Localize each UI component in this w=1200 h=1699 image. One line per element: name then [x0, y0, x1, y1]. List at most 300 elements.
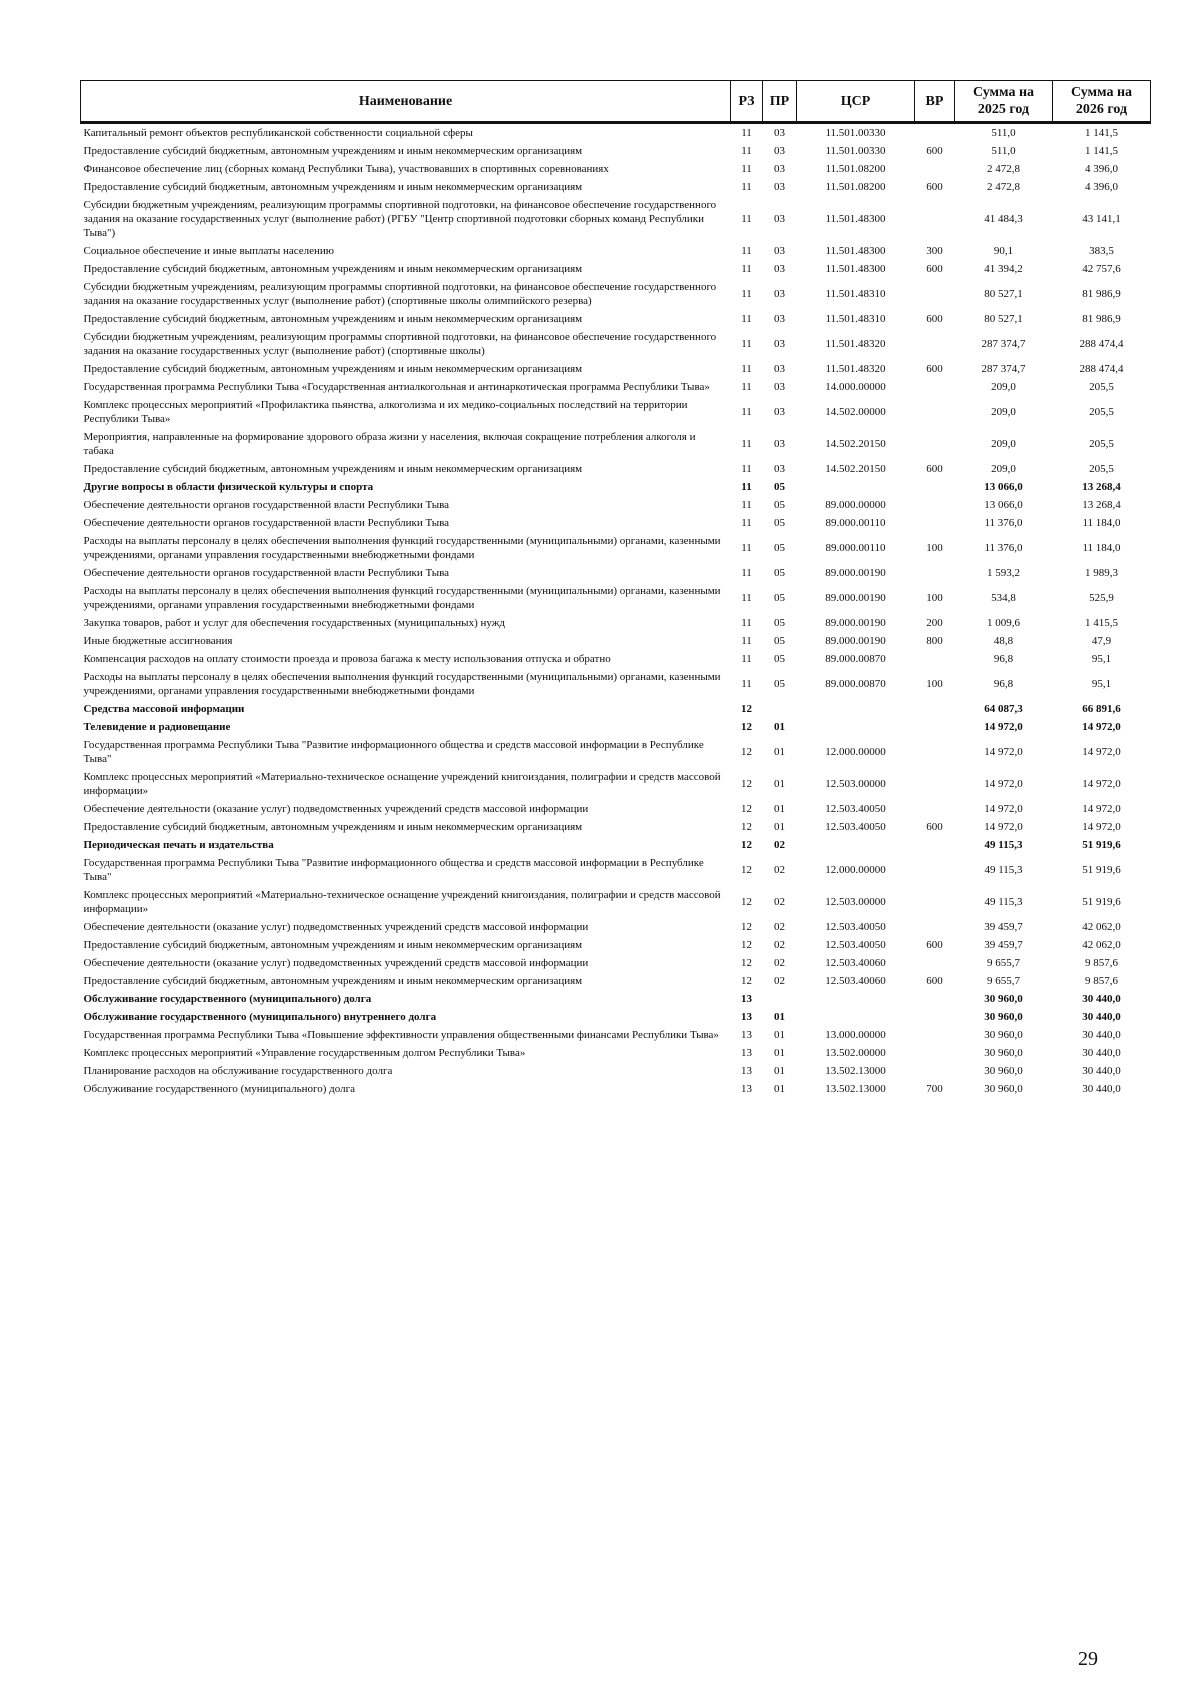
header-csr: ЦСР: [797, 81, 915, 123]
cell-csr: 14.502.20150: [825, 438, 886, 450]
cell-vr: [915, 886, 955, 918]
cell-sum-2026: 14 972,0: [1082, 821, 1121, 833]
budget-table: [80, 80, 1151, 1098]
cell-pr: 02: [774, 921, 785, 933]
cell-name: Капитальный ремонт объектов республиканской собственности социальной сферы: [83, 127, 473, 139]
cell-csr: 13.502.00000: [825, 1047, 886, 1059]
cell-sum-2025: 30 960,0: [984, 1011, 1023, 1023]
cell-pr: 03: [774, 363, 785, 375]
cell-rz: 11: [741, 617, 752, 629]
cell-csr: [797, 718, 915, 736]
cell-sum-2025: 41 394,2: [984, 263, 1023, 275]
cell-pr: 05: [774, 499, 785, 511]
cell-sum-2026: 288 474,4: [1079, 338, 1124, 350]
cell-csr: 13.502.13000: [825, 1065, 886, 1077]
cell-name: Финансовое обеспечение лиц (сборных команд Республики Тыва), участвовавших в спортивных соревнованиях: [83, 163, 609, 175]
cell-rz: 11: [741, 592, 752, 604]
table-body: [81, 123, 1151, 1099]
cell-vr: 200: [926, 617, 943, 629]
cell-sum-2025: 511,0: [991, 127, 1016, 139]
cell-vr: [915, 1026, 955, 1044]
cell-pr: 02: [774, 896, 785, 908]
cell-rz: 12: [741, 864, 752, 876]
cell-rz: 11: [741, 363, 752, 375]
cell-csr: [797, 1008, 915, 1026]
cell-sum-2026: 4 396,0: [1085, 181, 1118, 193]
cell-sum-2026: 1 141,5: [1085, 127, 1118, 139]
cell-sum-2025: 96,8: [993, 653, 1014, 665]
cell-rz: 12: [741, 703, 752, 715]
cell-sum-2025: 287 374,7: [981, 363, 1026, 375]
cell-sum-2026: 47,9: [1091, 635, 1112, 647]
cell-sum-2025: 90,1: [993, 245, 1014, 257]
cell-csr: 14.502.00000: [825, 406, 886, 418]
cell-sum-2026: 205,5: [1089, 463, 1114, 475]
cell-name: Государственная программа Республики Тыва "Развитие информационного общества и средств массовой информации в Республике Тыва": [83, 857, 704, 883]
table-row: [81, 990, 1151, 1008]
cell-rz: 11: [741, 381, 752, 393]
cell-vr: 600: [926, 181, 943, 193]
cell-sum-2025: 14 972,0: [984, 721, 1023, 733]
cell-sum-2026: 9 857,6: [1085, 957, 1118, 969]
cell-name: Комплекс процессных мероприятий «Профилактика пьянства, алкоголизма и их медико-социальных последствий на территории Республики Тыва»: [83, 399, 688, 425]
cell-csr: 89.000.00190: [825, 592, 886, 604]
cell-sum-2025: 14 972,0: [984, 746, 1023, 758]
header-pr: ПР: [763, 81, 797, 123]
cell-pr: 05: [774, 567, 785, 579]
cell-csr: 11.501.00330: [825, 145, 886, 157]
cell-sum-2026: 9 857,6: [1085, 975, 1118, 987]
cell-vr: 600: [926, 939, 943, 951]
cell-sum-2026: 1 989,3: [1085, 567, 1118, 579]
cell-name: Государственная программа Республики Тыва "Развитие информационного общества и средств массовой информации в Республике Тыва": [83, 739, 704, 765]
cell-sum-2026: 14 972,0: [1082, 778, 1121, 790]
cell-rz: 12: [741, 778, 752, 790]
cell-name: Периодическая печать и издательства: [83, 839, 274, 851]
cell-csr: 13.000.00000: [825, 1029, 886, 1041]
cell-rz: 11: [741, 406, 752, 418]
cell-sum-2025: 511,0: [991, 145, 1016, 157]
cell-sum-2026: 51 919,6: [1082, 896, 1121, 908]
cell-sum-2026: 11 184,0: [1082, 517, 1121, 529]
table-row: [81, 310, 1151, 328]
cell-csr: 11.501.48300: [825, 213, 886, 225]
cell-rz: 13: [741, 1011, 752, 1023]
cell-name: Обслуживание государственного (муниципального) долга: [83, 993, 372, 1005]
cell-csr: 89.000.00000: [825, 499, 886, 511]
cell-rz: 11: [741, 127, 752, 139]
cell-pr: [763, 990, 797, 1008]
cell-name: Иные бюджетные ассигнования: [83, 635, 233, 647]
cell-pr: 01: [774, 1047, 785, 1059]
cell-rz: 11: [741, 542, 752, 554]
cell-name: Обеспечение деятельности (оказание услуг) подведомственных учреждений средств массовой информации: [83, 921, 589, 933]
table-row: [81, 360, 1151, 378]
cell-sum-2025: 41 484,3: [984, 213, 1023, 225]
table-row: [81, 378, 1151, 396]
cell-sum-2026: 30 440,0: [1082, 1047, 1121, 1059]
cell-rz: 11: [741, 245, 752, 257]
cell-csr: 12.503.00000: [825, 778, 886, 790]
cell-rz: 11: [741, 517, 752, 529]
cell-sum-2026: 42 062,0: [1082, 921, 1121, 933]
header-sum-2026: Сумма на 2026 год: [1053, 81, 1151, 123]
table-row: [81, 123, 1151, 143]
table-row: [81, 650, 1151, 668]
table-row: [81, 918, 1151, 936]
cell-sum-2025: 30 960,0: [984, 1047, 1023, 1059]
table-row: [81, 160, 1151, 178]
cell-rz: 13: [741, 1029, 752, 1041]
cell-sum-2025: 1 593,2: [987, 567, 1020, 579]
cell-csr: 89.000.00190: [825, 617, 886, 629]
cell-sum-2025: 9 655,7: [987, 957, 1020, 969]
table-row: [81, 460, 1151, 478]
cell-rz: 12: [741, 957, 752, 969]
cell-csr: [797, 478, 915, 496]
table-row: [81, 142, 1151, 160]
cell-vr: [915, 650, 955, 668]
cell-vr: [915, 768, 955, 800]
cell-vr: [915, 396, 955, 428]
cell-sum-2025: 209,0: [991, 438, 1016, 450]
header-sum-2025: Сумма на 2025 год: [955, 81, 1053, 123]
cell-sum-2026: 51 919,6: [1082, 864, 1121, 876]
table-row: [81, 1080, 1151, 1098]
cell-rz: 11: [741, 181, 752, 193]
cell-sum-2025: 209,0: [991, 381, 1016, 393]
cell-csr: [797, 990, 915, 1008]
cell-sum-2025: 96,8: [993, 678, 1014, 690]
cell-pr: 01: [774, 821, 785, 833]
table-row: [81, 854, 1151, 886]
cell-sum-2026: 43 141,1: [1082, 213, 1121, 225]
cell-pr: 01: [774, 721, 785, 733]
cell-rz: 13: [741, 1083, 752, 1095]
cell-csr: 11.501.48300: [825, 263, 886, 275]
cell-vr: [915, 196, 955, 242]
cell-name: Обеспечение деятельности (оказание услуг) подведомственных учреждений средств массовой информации: [83, 957, 589, 969]
cell-csr: 14.000.00000: [825, 381, 886, 393]
cell-name: Обслуживание государственного (муниципального) долга: [83, 1083, 356, 1095]
cell-pr: 05: [774, 542, 785, 554]
cell-csr: 89.000.00190: [825, 635, 886, 647]
cell-sum-2025: 80 527,1: [984, 288, 1023, 300]
cell-name: Комплекс процессных мероприятий «Управление государственным долгом Республики Тыва»: [83, 1047, 526, 1059]
cell-sum-2025: 209,0: [991, 463, 1016, 475]
cell-name: Обеспечение деятельности органов государственной власти Республики Тыва: [83, 567, 450, 579]
cell-csr: 14.502.20150: [825, 463, 886, 475]
cell-vr: [915, 990, 955, 1008]
page-number: 29: [1078, 1648, 1098, 1670]
cell-name: Обеспечение деятельности (оказание услуг) подведомственных учреждений средств массовой информации: [83, 803, 589, 815]
cell-vr: [915, 328, 955, 360]
cell-sum-2026: 205,5: [1089, 438, 1114, 450]
table-row: [81, 242, 1151, 260]
cell-pr: [763, 700, 797, 718]
table-row: [81, 936, 1151, 954]
cell-rz: 11: [741, 438, 752, 450]
cell-sum-2025: 11 376,0: [984, 517, 1023, 529]
cell-pr: 05: [774, 653, 785, 665]
cell-name: Комплекс процессных мероприятий «Материально-техническое оснащение учреждений книгоиздания, полиграфии и средств массовой информации»: [83, 771, 721, 797]
cell-vr: [915, 800, 955, 818]
cell-rz: 11: [741, 213, 752, 225]
cell-csr: 12.503.40050: [825, 821, 886, 833]
cell-csr: 89.000.00870: [825, 653, 886, 665]
cell-csr: 11.501.48310: [825, 313, 886, 325]
table-row: [81, 1026, 1151, 1044]
cell-name: Мероприятия, направленные на формирование здорового образа жизни у населения, включая сокращение потребления алкоголя и табака: [83, 431, 696, 457]
cell-name: Предоставление субсидий бюджетным, автономным учреждениям и иным некоммерческим организациям: [83, 145, 583, 157]
cell-pr: 03: [774, 406, 785, 418]
cell-csr: 89.000.00870: [825, 678, 886, 690]
cell-sum-2025: 39 459,7: [984, 921, 1023, 933]
cell-sum-2025: 2 472,8: [987, 181, 1020, 193]
cell-vr: [915, 954, 955, 972]
cell-rz: 11: [741, 263, 752, 275]
cell-pr: 01: [774, 803, 785, 815]
cell-vr: 600: [926, 313, 943, 325]
cell-csr: 11.501.48300: [825, 245, 886, 257]
cell-sum-2025: 49 115,3: [984, 839, 1023, 851]
cell-pr: 03: [774, 163, 785, 175]
cell-csr: 89.000.00190: [825, 567, 886, 579]
table-row: [81, 736, 1151, 768]
cell-sum-2025: 48,8: [993, 635, 1014, 647]
cell-csr: [797, 836, 915, 854]
cell-rz: 11: [741, 288, 752, 300]
cell-rz: 11: [741, 463, 752, 475]
cell-sum-2026: 14 972,0: [1082, 803, 1121, 815]
cell-sum-2025: 13 066,0: [984, 499, 1023, 511]
cell-rz: 11: [741, 567, 752, 579]
cell-rz: 12: [741, 839, 752, 851]
cell-rz: 13: [741, 1065, 752, 1077]
cell-name: Предоставление субсидий бюджетным, автономным учреждениям и иным некоммерческим организациям: [83, 313, 583, 325]
cell-sum-2025: 11 376,0: [984, 542, 1023, 554]
cell-vr: [915, 1044, 955, 1062]
cell-name: Предоставление субсидий бюджетным, автономным учреждениям и иным некоммерческим организациям: [83, 263, 583, 275]
cell-sum-2026: 42 757,6: [1082, 263, 1121, 275]
cell-csr: 11.501.08200: [825, 163, 886, 175]
cell-pr: 03: [774, 313, 785, 325]
cell-sum-2026: 4 396,0: [1085, 163, 1118, 175]
cell-vr: [915, 1008, 955, 1026]
cell-rz: 12: [741, 896, 752, 908]
table-header-row: [81, 81, 1151, 123]
cell-name: Средства массовой информации: [83, 703, 245, 715]
cell-name: Закупка товаров, работ и услуг для обеспечения государственных (муниципальных) нужд: [83, 617, 505, 629]
cell-sum-2026: 11 184,0: [1082, 542, 1121, 554]
table-row: [81, 582, 1151, 614]
cell-name: Расходы на выплаты персоналу в целях обеспечения выполнения функций государственными (муниципальными) органами, казенными учреждениями, органами управления государственными внебюджетными фондами: [83, 535, 721, 561]
cell-pr: 05: [774, 592, 785, 604]
cell-sum-2026: 66 891,6: [1082, 703, 1121, 715]
cell-rz: 12: [741, 939, 752, 951]
cell-sum-2025: 13 066,0: [984, 481, 1023, 493]
cell-sum-2026: 30 440,0: [1082, 1065, 1121, 1077]
cell-vr: 100: [926, 592, 943, 604]
cell-name: Компенсация расходов на оплату стоимости проезда и провоза багажа к месту использования отпуска и обратно: [83, 653, 611, 665]
cell-sum-2026: 30 440,0: [1082, 993, 1121, 1005]
cell-vr: 600: [926, 975, 943, 987]
table-row: [81, 278, 1151, 310]
cell-sum-2026: 13 268,4: [1082, 499, 1121, 511]
cell-pr: 03: [774, 381, 785, 393]
cell-sum-2025: 1 009,6: [987, 617, 1020, 629]
table-row: [81, 1044, 1151, 1062]
cell-sum-2026: 13 268,4: [1082, 481, 1121, 493]
cell-sum-2025: 49 115,3: [984, 864, 1023, 876]
table-row: [81, 700, 1151, 718]
cell-pr: 02: [774, 975, 785, 987]
cell-sum-2026: 95,1: [1091, 653, 1112, 665]
cell-rz: 12: [741, 803, 752, 815]
cell-rz: 12: [741, 721, 752, 733]
cell-csr: 12.503.40050: [825, 939, 886, 951]
cell-csr: 11.501.48310: [825, 288, 886, 300]
cell-name: Другие вопросы в области физической культуры и спорта: [83, 481, 374, 493]
cell-name: Субсидии бюджетным учреждениям, реализующим программы спортивной подготовки, на финансовое обеспечение государственного задания на оказание государственных услуг (выполнение работ) (РГБУ "Центр спортивной подготовки сборных команд Республики Тыва"): [83, 199, 717, 239]
cell-sum-2026: 1 141,5: [1085, 145, 1118, 157]
cell-sum-2026: 205,5: [1089, 406, 1114, 418]
cell-name: Предоставление субсидий бюджетным, автономным учреждениям и иным некоммерческим организациям: [83, 181, 583, 193]
table-row: [81, 514, 1151, 532]
cell-rz: 12: [741, 921, 752, 933]
cell-sum-2025: 30 960,0: [984, 1083, 1023, 1095]
cell-pr: 02: [774, 939, 785, 951]
cell-vr: [915, 718, 955, 736]
cell-csr: 11.501.48320: [825, 338, 886, 350]
cell-pr: 05: [774, 481, 785, 493]
table-row: [81, 196, 1151, 242]
cell-vr: 100: [926, 678, 943, 690]
cell-vr: 600: [926, 463, 943, 475]
cell-vr: 600: [926, 821, 943, 833]
cell-sum-2026: 51 919,6: [1082, 839, 1121, 851]
cell-vr: [915, 378, 955, 396]
cell-rz: 12: [741, 821, 752, 833]
cell-vr: [915, 854, 955, 886]
cell-pr: 03: [774, 338, 785, 350]
table-row: [81, 886, 1151, 918]
table-row: [81, 478, 1151, 496]
cell-csr: 12.000.00000: [825, 864, 886, 876]
cell-pr: 01: [774, 1011, 785, 1023]
header-vr: ВР: [915, 81, 955, 123]
cell-sum-2025: 14 972,0: [984, 778, 1023, 790]
cell-name: Предоставление субсидий бюджетным, автономным учреждениям и иным некоммерческим организациям: [83, 463, 583, 475]
cell-csr: 11.501.08200: [825, 181, 886, 193]
cell-name: Социальное обеспечение и иные выплаты населению: [83, 245, 335, 257]
cell-vr: 300: [926, 245, 943, 257]
cell-csr: 13.502.13000: [825, 1083, 886, 1095]
table-row: [81, 632, 1151, 650]
cell-vr: 600: [926, 145, 943, 157]
cell-sum-2026: 30 440,0: [1082, 1029, 1121, 1041]
cell-pr: 05: [774, 617, 785, 629]
cell-sum-2026: 383,5: [1089, 245, 1114, 257]
table-row: [81, 396, 1151, 428]
cell-name: Обеспечение деятельности органов государственной власти Республики Тыва: [83, 517, 450, 529]
cell-pr: 02: [774, 839, 785, 851]
cell-name: Расходы на выплаты персоналу в целях обеспечения выполнения функций государственными (муниципальными) органами, казенными учреждениями, органами управления государственными внебюджетными фондами: [83, 585, 721, 611]
cell-csr: 12.503.40060: [825, 975, 886, 987]
cell-csr: 89.000.00110: [825, 542, 886, 554]
cell-name: Обеспечение деятельности органов государственной власти Республики Тыва: [83, 499, 450, 511]
cell-pr: 05: [774, 517, 785, 529]
cell-csr: 12.503.40050: [825, 803, 886, 815]
cell-sum-2025: 287 374,7: [981, 338, 1026, 350]
cell-name: Обслуживание государственного (муниципального) внутреннего долга: [83, 1011, 437, 1023]
cell-rz: 11: [741, 678, 752, 690]
table-row: [81, 836, 1151, 854]
cell-vr: [915, 514, 955, 532]
cell-pr: 01: [774, 746, 785, 758]
cell-rz: 11: [741, 145, 752, 157]
cell-vr: 700: [926, 1083, 943, 1095]
cell-vr: 100: [926, 542, 943, 554]
cell-pr: 03: [774, 438, 785, 450]
cell-vr: [915, 564, 955, 582]
cell-vr: [915, 496, 955, 514]
cell-csr: 11.501.48320: [825, 363, 886, 375]
cell-vr: [915, 278, 955, 310]
table-row: [81, 564, 1151, 582]
cell-name: Расходы на выплаты персоналу в целях обеспечения выполнения функций государственными (муниципальными) органами, казенными учреждениями, органами управления государственными внебюджетными фондами: [83, 671, 721, 697]
table-row: [81, 668, 1151, 700]
cell-rz: 13: [741, 1047, 752, 1059]
cell-pr: 03: [774, 263, 785, 275]
cell-rz: 11: [741, 313, 752, 325]
cell-sum-2025: 80 527,1: [984, 313, 1023, 325]
cell-pr: 03: [774, 288, 785, 300]
header-rz: РЗ: [731, 81, 763, 123]
cell-sum-2025: 209,0: [991, 406, 1016, 418]
cell-vr: [915, 736, 955, 768]
cell-sum-2026: 288 474,4: [1079, 363, 1124, 375]
table-row: [81, 614, 1151, 632]
table-row: [81, 800, 1151, 818]
cell-pr: 02: [774, 864, 785, 876]
table-row: [81, 1062, 1151, 1080]
cell-sum-2026: 525,9: [1089, 592, 1114, 604]
cell-sum-2025: 14 972,0: [984, 803, 1023, 815]
cell-vr: [915, 478, 955, 496]
cell-rz: 11: [741, 635, 752, 647]
cell-sum-2025: 30 960,0: [984, 993, 1023, 1005]
cell-pr: 01: [774, 778, 785, 790]
cell-sum-2025: 64 087,3: [984, 703, 1023, 715]
cell-sum-2025: 39 459,7: [984, 939, 1023, 951]
cell-pr: 01: [774, 1029, 785, 1041]
table-row: [81, 328, 1151, 360]
cell-pr: 03: [774, 213, 785, 225]
table-row: [81, 1008, 1151, 1026]
cell-pr: 03: [774, 181, 785, 193]
cell-pr: 03: [774, 245, 785, 257]
cell-vr: [915, 700, 955, 718]
cell-pr: 01: [774, 1083, 785, 1095]
cell-name: Планирование расходов на обслуживание государственного долга: [83, 1065, 393, 1077]
cell-sum-2025: 30 960,0: [984, 1029, 1023, 1041]
table-row: [81, 428, 1151, 460]
cell-vr: 600: [926, 263, 943, 275]
cell-sum-2025: 9 655,7: [987, 975, 1020, 987]
table-row: [81, 532, 1151, 564]
table-row: [81, 954, 1151, 972]
